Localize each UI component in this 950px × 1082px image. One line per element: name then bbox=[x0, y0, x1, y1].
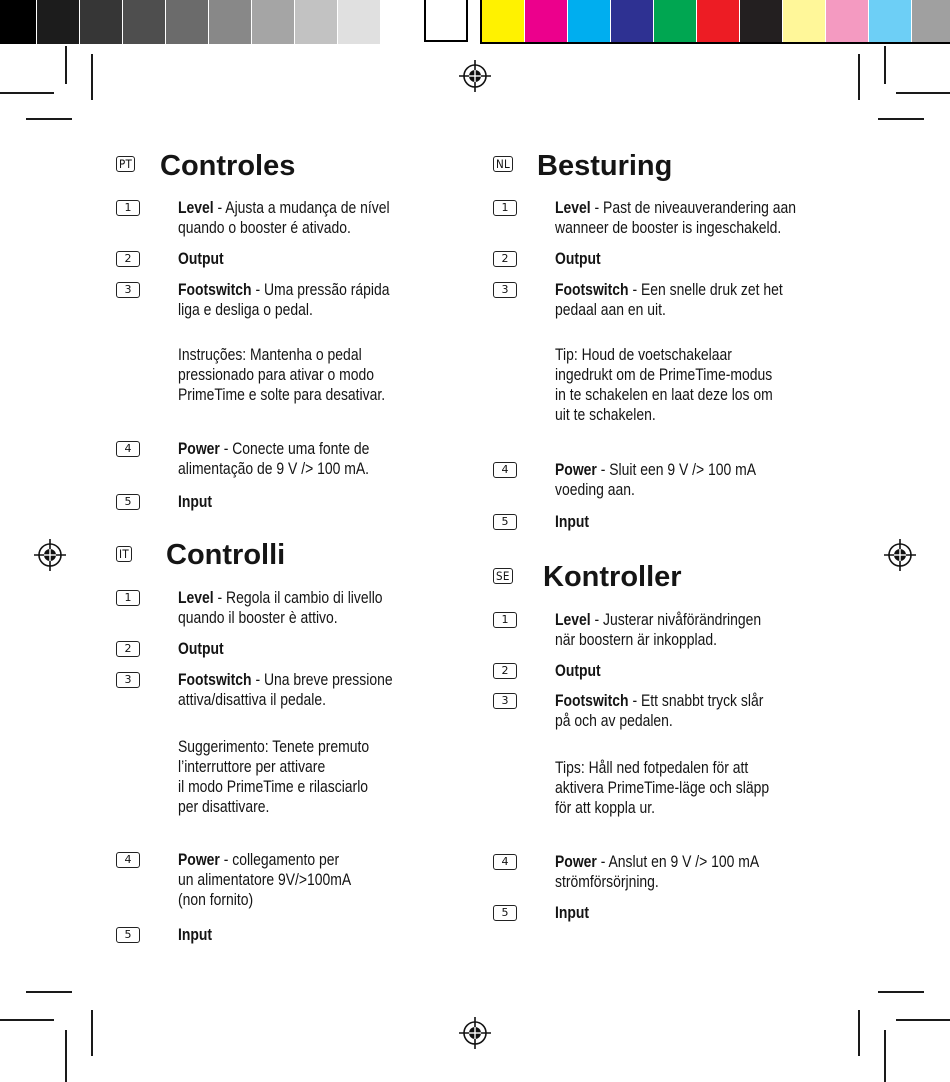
item-number-badge: 1 bbox=[116, 200, 140, 216]
crop-mark bbox=[65, 46, 67, 84]
section-title: Controlli bbox=[166, 539, 286, 571]
registration-mark-icon bbox=[457, 58, 493, 94]
gray-swatch-frame bbox=[424, 0, 468, 42]
gray-swatch bbox=[252, 0, 294, 44]
item-number-badge: 1 bbox=[116, 590, 140, 606]
gray-swatch bbox=[295, 0, 337, 44]
crop-mark bbox=[65, 1030, 67, 1082]
crop-mark bbox=[884, 1030, 886, 1082]
crop-mark bbox=[91, 1010, 93, 1056]
crop-mark bbox=[0, 1019, 54, 1021]
gray-swatch bbox=[0, 0, 36, 44]
section-title: Kontroller bbox=[543, 561, 682, 593]
list-item: Input bbox=[555, 512, 590, 531]
tip-text: Tips: Håll ned fotpedalen för att aktivera PrimeTime-läge och släpp för att koppla ur. bbox=[555, 758, 770, 817]
language-code-badge: SE bbox=[493, 568, 513, 584]
color-bar-frame bbox=[480, 0, 950, 44]
list-item: Level - Justerar nivåförändringen när boostern är inkopplad. bbox=[555, 610, 762, 649]
list-item: Input bbox=[178, 492, 213, 511]
crop-mark bbox=[26, 991, 72, 993]
item-number-badge: 4 bbox=[116, 852, 140, 868]
crop-mark bbox=[26, 118, 72, 120]
language-code-badge: PT bbox=[116, 156, 135, 172]
list-item: Output bbox=[178, 249, 224, 268]
item-number-badge: 3 bbox=[116, 672, 140, 688]
item-number-badge: 3 bbox=[493, 693, 517, 709]
list-item: Footswitch - Una breve pressione attiva/disattiva il pedale. bbox=[178, 670, 393, 709]
list-item: Output bbox=[178, 639, 224, 658]
item-number-badge: 3 bbox=[493, 282, 517, 298]
gray-swatch bbox=[209, 0, 251, 44]
crop-mark bbox=[878, 118, 924, 120]
list-item: Output bbox=[555, 249, 601, 268]
list-item: Level - Ajusta a mudança de nível quando o booster é ativado. bbox=[178, 198, 390, 237]
item-number-badge: 2 bbox=[493, 663, 517, 679]
crop-mark bbox=[878, 991, 924, 993]
item-number-badge: 4 bbox=[493, 462, 517, 478]
list-item: Power - Sluit een 9 V /> 100 mA voeding aan. bbox=[555, 460, 757, 499]
crop-mark bbox=[91, 54, 93, 100]
item-number-badge: 5 bbox=[116, 494, 140, 510]
list-item: Footswitch - Ett snabbt tryck slår på och av pedalen. bbox=[555, 691, 764, 730]
crop-mark bbox=[858, 1010, 860, 1056]
item-number-badge: 4 bbox=[493, 854, 517, 870]
list-item: Level - Past de niveauverandering aan wanneer de booster is ingeschakeld. bbox=[555, 198, 797, 237]
section-title: Controles bbox=[160, 150, 296, 182]
tip-text: Tip: Houd de voetschakelaar ingedrukt om de PrimeTime-modus in te schakelen en laat deze los om uit te schakelen. bbox=[555, 345, 773, 424]
item-number-badge: 2 bbox=[493, 251, 517, 267]
crop-mark bbox=[896, 92, 950, 94]
language-code-badge: IT bbox=[116, 546, 132, 562]
list-item: Output bbox=[555, 661, 601, 680]
crop-mark bbox=[884, 46, 886, 84]
list-item: Power - Anslut en 9 V /> 100 mA strömförsörjning. bbox=[555, 852, 760, 891]
item-number-badge: 1 bbox=[493, 200, 517, 216]
list-item: Footswitch - Een snelle druk zet het pedaal aan en uit. bbox=[555, 280, 783, 319]
list-item: Footswitch - Uma pressão rápida liga e desliga o pedal. bbox=[178, 280, 390, 319]
language-code-badge: NL bbox=[493, 156, 513, 172]
crop-mark bbox=[0, 92, 54, 94]
item-number-badge: 5 bbox=[493, 905, 517, 921]
gray-swatch bbox=[37, 0, 79, 44]
tip-text: Suggerimento: Tenete premuto l’interruttore per attivare il modo PrimeTime e rilasciarlo per disattivare. bbox=[178, 737, 370, 816]
crop-mark bbox=[858, 54, 860, 100]
gray-swatch bbox=[166, 0, 208, 44]
list-item: Power - Conecte uma fonte de alimentação de 9 V /> 100 mA. bbox=[178, 439, 370, 478]
list-item: Level - Regola il cambio di livello quando il booster è attivo. bbox=[178, 588, 383, 627]
list-item: Input bbox=[555, 903, 590, 922]
section-title: Besturing bbox=[537, 150, 673, 182]
crop-mark bbox=[896, 1019, 950, 1021]
item-number-badge: 2 bbox=[116, 641, 140, 657]
registration-mark-icon bbox=[457, 1015, 493, 1051]
gray-swatch bbox=[123, 0, 165, 44]
gray-swatch bbox=[381, 0, 423, 44]
gray-swatch bbox=[80, 0, 122, 44]
item-number-badge: 4 bbox=[116, 441, 140, 457]
item-number-badge: 1 bbox=[493, 612, 517, 628]
tip-text: Instruções: Mantenha o pedal pressionado para ativar o modo PrimeTime e solte para desativar. bbox=[178, 345, 386, 404]
item-number-badge: 2 bbox=[116, 251, 140, 267]
item-number-badge: 3 bbox=[116, 282, 140, 298]
gray-swatch bbox=[338, 0, 380, 44]
list-item: Power - collegamento per un alimentatore 9V/>100mA (non fornito) bbox=[178, 850, 352, 909]
registration-mark-icon bbox=[882, 537, 918, 573]
list-item: Input bbox=[178, 925, 213, 944]
registration-mark-icon bbox=[32, 537, 68, 573]
item-number-badge: 5 bbox=[116, 927, 140, 943]
item-number-badge: 5 bbox=[493, 514, 517, 530]
